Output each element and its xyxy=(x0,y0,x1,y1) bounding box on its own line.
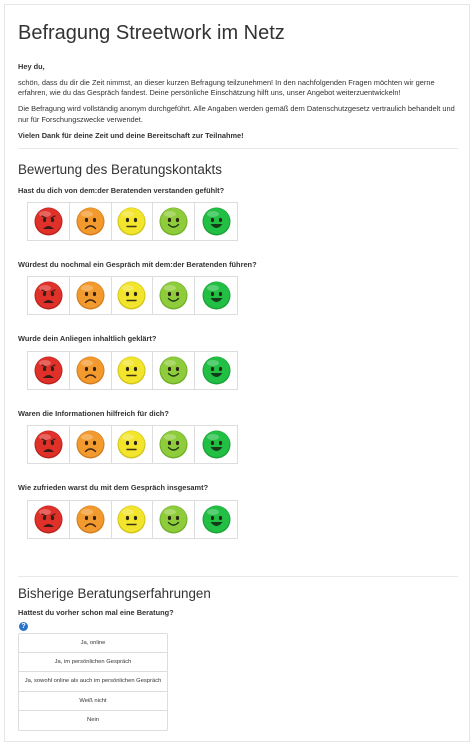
happy-face-icon xyxy=(159,430,188,459)
sad-face-icon xyxy=(76,207,105,236)
very-sad-face-icon xyxy=(34,505,63,534)
sad-face-icon xyxy=(76,356,105,385)
divider xyxy=(18,576,458,577)
smiley-option-3[interactable] xyxy=(112,352,154,389)
smiley-option-3[interactable] xyxy=(112,203,154,240)
smiley-option-3[interactable] xyxy=(112,501,154,538)
intro-text xyxy=(18,62,458,146)
sad-face-icon xyxy=(76,505,105,534)
smiley-scale-5 xyxy=(27,500,238,539)
happy-face-icon xyxy=(159,207,188,236)
option-online[interactable]: Ja, online xyxy=(18,633,168,653)
smiley-option-1[interactable] xyxy=(28,203,70,240)
intro-paragraph-1: schön, dass du dir die Zeit nimmst, an dieser kurzen Befragung teilzunehmen! In den nachfolgenden Fragen möchten wir gerne erfahren, wie du das Gespräch fandest. Deine persönliche Einschätzung hilft uns, unser Angebot weiterzuentwickeln! xyxy=(18,77,435,98)
neutral-face-icon xyxy=(117,281,146,310)
greeting: Hey du, xyxy=(18,62,45,71)
very-happy-face-icon xyxy=(202,505,231,534)
page-title: Befragung Streetwork im Netz xyxy=(18,22,285,44)
happy-face-icon xyxy=(159,505,188,534)
sad-face-icon xyxy=(76,430,105,459)
help-icon[interactable]: ? xyxy=(19,622,28,631)
neutral-face-icon xyxy=(117,207,146,236)
smiley-option-2[interactable] xyxy=(70,352,112,389)
question-3: Wurde dein Anliegen inhaltlich geklärt? xyxy=(18,334,157,343)
question-2: Würdest du nochmal ein Gespräch mit dem:der Beratenden führen? xyxy=(18,260,257,269)
smiley-scale-2 xyxy=(27,276,238,315)
neutral-face-icon xyxy=(117,505,146,534)
smiley-option-4[interactable] xyxy=(153,352,195,389)
smiley-option-3[interactable] xyxy=(112,277,154,314)
option-dont-know[interactable]: Weiß nicht xyxy=(18,692,168,712)
smiley-option-2[interactable] xyxy=(70,501,112,538)
sad-face-icon xyxy=(76,281,105,310)
question-4: Waren die Informationen hilfreich für dich? xyxy=(18,409,169,418)
prior-counseling-options xyxy=(18,633,168,731)
very-happy-face-icon xyxy=(202,430,231,459)
very-sad-face-icon xyxy=(34,356,63,385)
smiley-scale-3 xyxy=(27,351,238,390)
smiley-option-4[interactable] xyxy=(153,426,195,463)
smiley-option-1[interactable] xyxy=(28,277,70,314)
smiley-option-1[interactable] xyxy=(28,501,70,538)
very-happy-face-icon xyxy=(202,281,231,310)
smiley-option-2[interactable] xyxy=(70,277,112,314)
question-1: Hast du dich von dem:der Beratenden verstanden gefühlt? xyxy=(18,186,225,195)
smiley-option-5[interactable] xyxy=(195,277,237,314)
question-prior-counseling: Hattest du vorher schon mal eine Beratung? xyxy=(18,608,174,617)
option-in-person[interactable]: Ja, im persönlichen Gespräch xyxy=(18,653,168,673)
smiley-option-5[interactable] xyxy=(195,203,237,240)
smiley-scale-4 xyxy=(27,425,238,464)
very-sad-face-icon xyxy=(34,281,63,310)
survey-page xyxy=(4,4,470,742)
thanks-text: Vielen Dank für deine Zeit und deine Bereitschaft zur Teilnahme! xyxy=(18,130,244,140)
section-title-rating: Bewertung des Beratungskontakts xyxy=(18,162,222,177)
smiley-option-1[interactable] xyxy=(28,426,70,463)
happy-face-icon xyxy=(159,281,188,310)
smiley-option-1[interactable] xyxy=(28,352,70,389)
smiley-option-5[interactable] xyxy=(195,501,237,538)
very-sad-face-icon xyxy=(34,207,63,236)
happy-face-icon xyxy=(159,356,188,385)
very-happy-face-icon xyxy=(202,207,231,236)
smiley-option-2[interactable] xyxy=(70,203,112,240)
section-title-experience: Bisherige Beratungserfahrungen xyxy=(18,586,211,601)
very-sad-face-icon xyxy=(34,430,63,459)
smiley-option-5[interactable] xyxy=(195,426,237,463)
smiley-option-4[interactable] xyxy=(153,203,195,240)
smiley-scale-1 xyxy=(27,202,238,241)
very-happy-face-icon xyxy=(202,356,231,385)
question-5: Wie zufrieden warst du mit dem Gespräch insgesamt? xyxy=(18,483,209,492)
neutral-face-icon xyxy=(117,430,146,459)
option-both[interactable]: Ja, sowohl online als auch im persönlichen Gespräch xyxy=(18,672,168,692)
smiley-option-4[interactable] xyxy=(153,501,195,538)
divider xyxy=(18,148,458,149)
neutral-face-icon xyxy=(117,356,146,385)
smiley-option-4[interactable] xyxy=(153,277,195,314)
smiley-option-3[interactable] xyxy=(112,426,154,463)
intro-paragraph-2: Die Befragung wird vollständig anonym durchgeführt. Alle Angaben werden gemäß dem Datenschutzgesetz vertraulich behandelt und nur für Forschungszwecke verwendet. xyxy=(18,104,455,124)
smiley-option-5[interactable] xyxy=(195,352,237,389)
smiley-option-2[interactable] xyxy=(70,426,112,463)
option-no[interactable]: Nein xyxy=(18,711,168,731)
